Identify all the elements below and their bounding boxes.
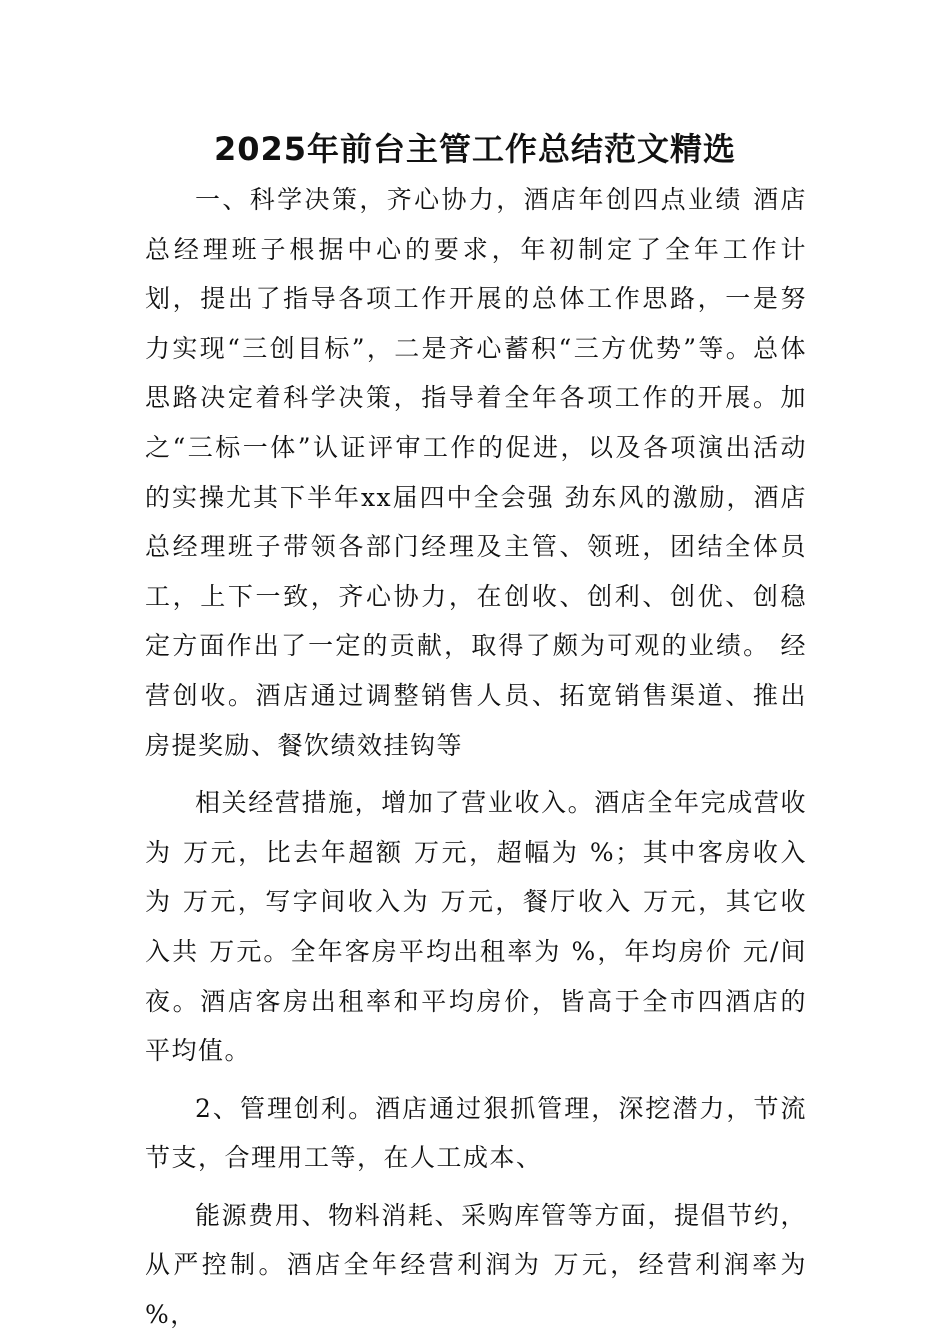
- paragraph-3: 2、管理创利。酒店通过狠抓管理，深挖潜力，节流节支，合理用工等，在人工成本、: [145, 1093, 807, 1173]
- document-body: [145, 175, 807, 1340]
- paragraph-4: 能源费用、物料消耗、采购库管等方面，提倡节约，从严控制。酒店全年经营利润为 万元，经营利润率为 %，: [145, 1200, 807, 1330]
- paragraph-1: 一、科学决策，齐心协力，酒店年创四点业绩 酒店总经理班子根据中心的要求，年初制定了全年工作计划，提出了指导各项工作开展的总体工作思路，一是努力实现“三创目标”，二是齐心蓄积“三方优势”等。总体思路决定着科学决策，指导着全年各项工作的开展。加之“三标一体”认证评审工作的促进，以及各项演出活动的实操尤其下半年xx届四中全会强 劲东风的激励，酒店总经理班子带领各部门经理及主管、领班，团结全体员工，上下一致，齐心协力，在创收、创利、创优、创稳定方面作出了一定的贡献，取得了颇为可观的业绩。 经营创收。酒店通过调整销售人员、拓宽销售渠道、推出房提奖励、餐饮绩效挂钩等: [145, 185, 807, 760]
- paragraph-2: 相关经营措施，增加了营业收入。酒店全年完成营收为 万元，比去年超额 万元，超幅为 %；其中客房收入为 万元，写字间收入为 万元，餐厅收入 万元，其它收入共 万元。全年客房平均出租率为 %，年均房价 元/间夜。酒店客房出租率和平均房价，皆高于全市四酒店的平均值。: [145, 788, 807, 1066]
- document-title: 2025年前台主管工作总结范文精选: [213, 130, 737, 168]
